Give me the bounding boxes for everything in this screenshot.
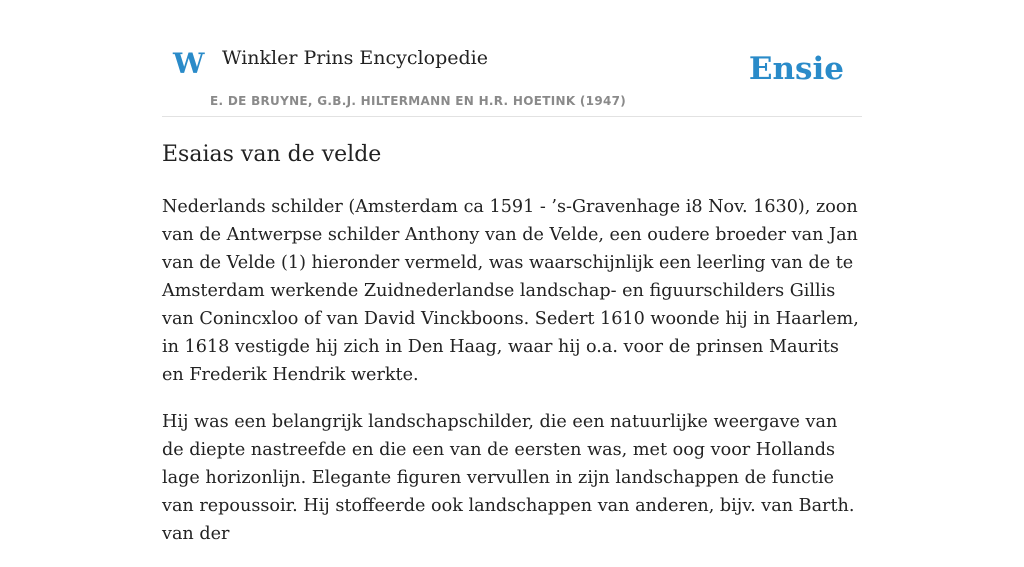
page-container (162, 0, 862, 544)
page-header (162, 0, 862, 117)
article-body (162, 193, 862, 567)
article-title: Esaias van de velde (162, 142, 382, 167)
book-authors: E. DE BRUYNE, G.B.J. HILTERMANN EN H.R. HOETINK (1947) (210, 94, 627, 108)
book-title[interactable]: Winkler Prins Encyclopedie (222, 47, 488, 69)
article-paragraph: Hij was een belangrijk landschapschilder, die een natuurlijke weergave van de diepte nastreefde en die een van de eersten was, met oog voor Hollands lage horizonlijn. Elegante figuren vervullen in zijn landschappen de functie van repoussoir. Hij stoffeerde ook landschappen van anderen, bijv. van Barth. van der (162, 412, 855, 544)
article-paragraph: Nederlands schilder (Amsterdam ca 1591 - ’s-Gravenhage i8 Nov. 1630), zoon van de Antwerpse schilder Anthony van de Velde, een oudere broeder van Jan van de Velde (1) hieronder vermeld, was waarschijnlijk een leerling van de te Amsterdam werkende Zuidnederlandse landschap- en figuurschilders Gillis van Conincxloo of van David Vinckboons. Sedert 1610 woonde hij in Haarlem, in 1618 vestigde hij zich in Den Haag, waar hij o.a. voor de prinsen Maurits en Frederik Hendrik werkte. (162, 197, 859, 385)
ensie-home-link[interactable]: Ensie (748, 51, 844, 87)
book-logo-icon[interactable]: W (173, 47, 205, 80)
